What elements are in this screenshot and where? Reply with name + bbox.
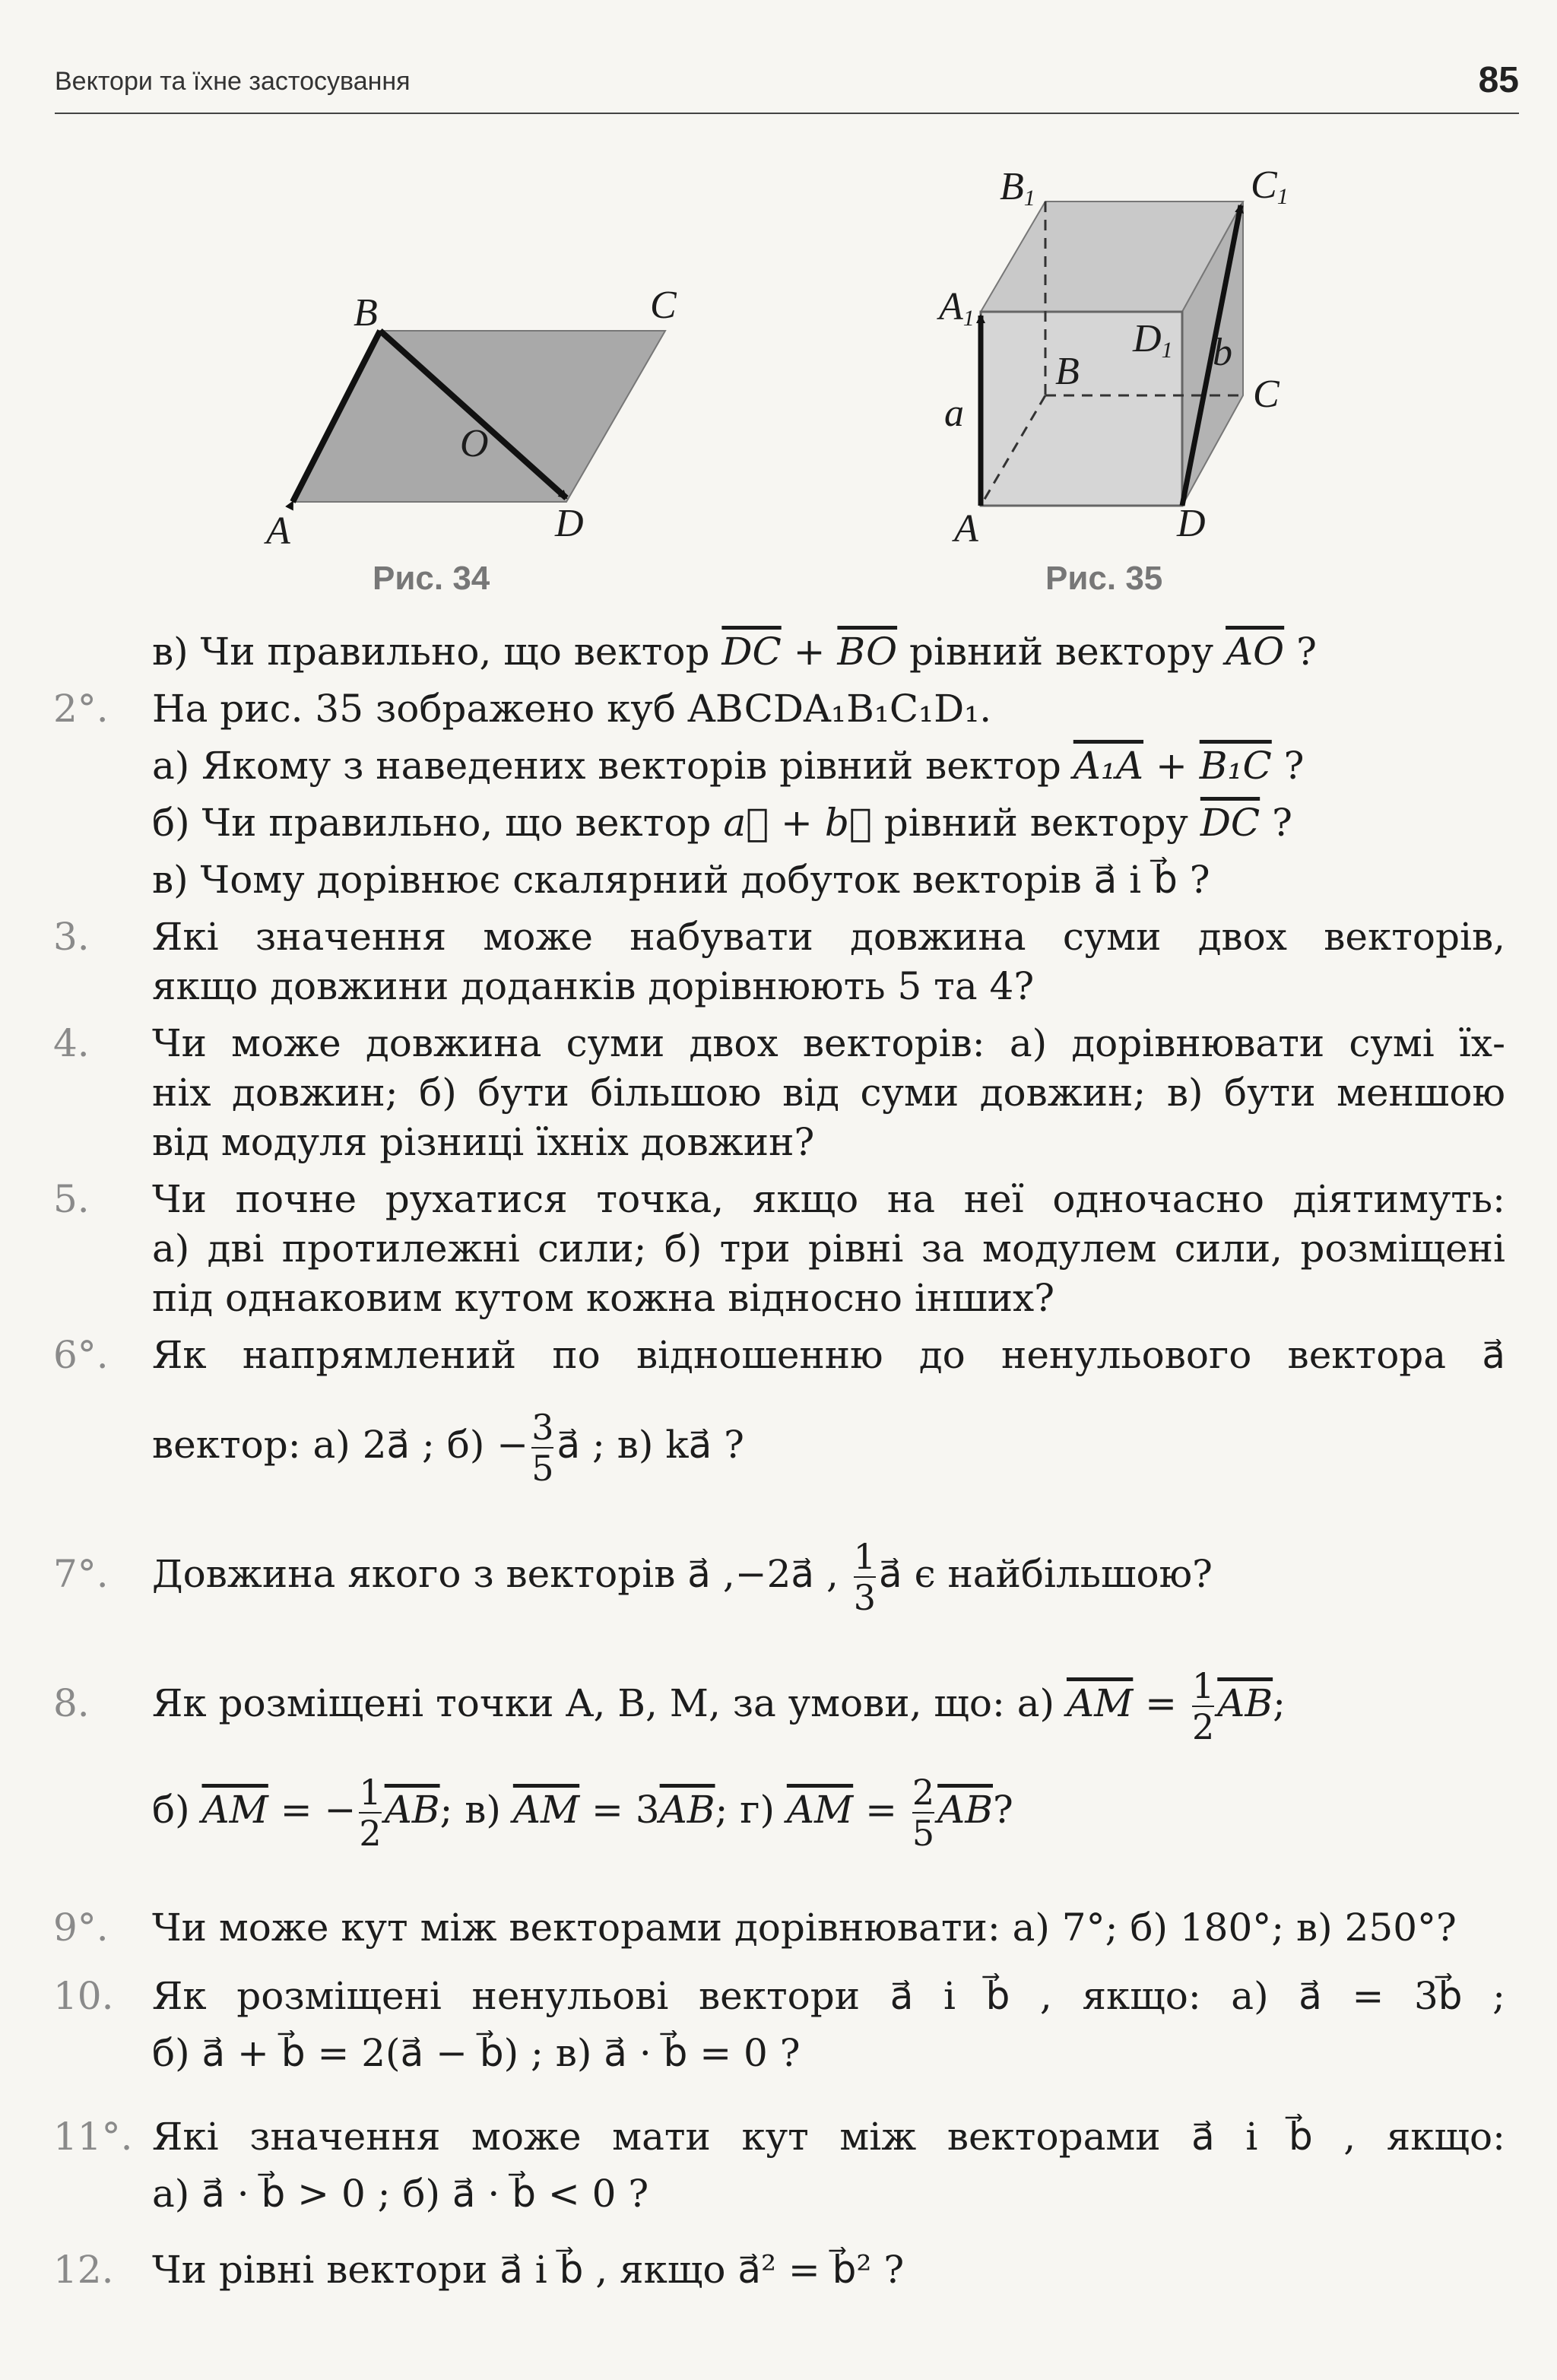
vector-A1A: A₁A — [1073, 744, 1144, 788]
problem-7: 7°. Довжина якого з векторів a⃗ ,−2a⃗ , $\frac{1}{3}$ a⃗ є найбільшою? — [0, 1532, 1557, 1616]
problem-2b: б) Чи правильно, що вектор a⃗ + b⃗ рівний вектору $\overline{DC}$ ? — [152, 801, 1292, 845]
problem-number: 11°. — [53, 2115, 133, 2159]
label-B1: B1 — [1000, 165, 1035, 211]
problem-10-cont: б) a⃗ + b⃗ = 2(a⃗ − b⃗) ; в) a⃗ · b⃗ = 0 ? — [152, 2031, 801, 2075]
label-D: D — [555, 502, 584, 545]
fraction-2-5: $\frac{2}{5}$ — [912, 1772, 935, 1854]
caption-fig35: Рис. 35 — [1045, 560, 1163, 597]
vector-DC: $\overline{DC}$ — [1200, 801, 1261, 845]
label-O: O — [460, 422, 489, 465]
problem-3-cont: якщо довжини доданків дорівнюють 5 та 4? — [152, 964, 1035, 1008]
problem-3: 3. Які значення може набувати довжина суми двох векторів, — [0, 910, 1557, 963]
label-A1: A1 — [939, 285, 975, 331]
caption-fig34: Рис. 34 — [373, 560, 490, 597]
vector-B1C: B₁C — [1199, 744, 1272, 788]
problem-number: 8. — [53, 1681, 90, 1725]
vector-DC: $\overline{DC}$ — [721, 630, 782, 674]
problem-2v: в) Чому дорівнює скалярний добуток векторів a⃗ і b⃗ ? — [152, 858, 1210, 902]
label-D1: D1 — [1133, 317, 1173, 363]
problem-number: 9°. — [53, 1906, 109, 1950]
problem-number: 4. — [53, 1021, 90, 1065]
problem-number: 10. — [53, 1974, 114, 2018]
vector-BO: $\overline{BO}$ — [837, 630, 898, 674]
label-vector-b: b — [1213, 331, 1232, 374]
problem-12: 12. Чи рівні вектори a⃗ і b⃗ , якщо a⃗² = b⃗² ? — [0, 2243, 1557, 2296]
label-A: A — [266, 509, 290, 553]
figure-35-cube — [937, 163, 1289, 597]
problem-9: 9°. Чи може кут між векторами дорівнювати: а) 7°; б) 180°; в) 250°? — [0, 1901, 1557, 1954]
problem-4: 4. Чи може довжина суми двох векторів: а) дорівнювати сумі їх- — [0, 1017, 1557, 1070]
problem-2: 2°. На рис. 35 зображено куб ABCDA₁B₁C₁D₁. — [0, 682, 1557, 735]
problem-number: 12. — [53, 2248, 114, 2292]
fraction-1-2: $\frac{1}{2}$ — [1191, 1665, 1215, 1747]
page-number: 85 — [1478, 60, 1519, 100]
figures — [0, 0, 1557, 608]
problem-5-cont2: під однаковим кутом кожна відносно інших? — [152, 1276, 1055, 1320]
problem-4-cont1: ніх довжин; б) бути більшою від суми довжин; в) бути меншою — [152, 1071, 1505, 1115]
label-B: B — [354, 291, 378, 335]
problem-5-cont1: а) дві протилежні сили; б) три рівні за модулем сили, розміщені — [152, 1226, 1505, 1271]
problem-2a: а) Якому з наведених векторів рівний вектор A₁A + B₁C ? — [152, 744, 1305, 788]
vector-AO: $\overline{AO}$ — [1226, 630, 1285, 674]
problem-6-cont: вектор: а) 2a⃗ ; б) − $\frac{3}{5}$ a⃗ ; в) ka⃗ ? — [152, 1407, 744, 1489]
fraction-3-5: $\frac{3}{5}$ — [531, 1407, 554, 1489]
label-D: D — [1177, 502, 1206, 545]
fraction-1-3: $\frac{1}{3}$ — [853, 1536, 877, 1618]
problem-5: 5. Чи почне рухатися точка, якщо на неї одночасно діятимуть: — [0, 1173, 1557, 1226]
problem-number: 7°. — [53, 1552, 109, 1596]
label-B: B — [1055, 350, 1080, 393]
problem-number: 3. — [53, 915, 90, 959]
label-vector-a: a — [944, 392, 964, 435]
problem-number: 6°. — [53, 1333, 109, 1377]
problem-10: 10. Як розміщені ненульові вектори a⃗ і b⃗ , якщо: а) a⃗ = 3b⃗ ; — [0, 1969, 1557, 2023]
problem-1v: в) Чи правильно, що вектор $\overline{DC} + \overline{BO}$ рівний вектору $\overline{AO}$ ? — [152, 630, 1317, 674]
label-C: C — [650, 284, 677, 327]
label-C1: C1 — [1251, 163, 1289, 209]
problem-4-cont2: від модуля різниці їхніх довжин? — [152, 1120, 815, 1164]
running-title: Вектори та їхне застосування — [55, 67, 411, 96]
label-A: A — [954, 507, 978, 551]
figure-34-parallelogram — [264, 284, 677, 597]
problem-number: 5. — [53, 1177, 90, 1221]
problem-6: 6°. Як напрямлений по відношенню до ненульового вектора a⃗ — [0, 1328, 1557, 1382]
fraction-1-2: $\frac{1}{2}$ — [359, 1772, 382, 1854]
problem-8-cont: б) $\overline{AM}$ = − $\frac{1}{2}$ $\overline{AB}$; в) $\overline{AM} = 3\overline{AB}$; г) $\overline{AM}$ = $\frac{2}{5}$ $\overline{AB}$? — [152, 1772, 1013, 1854]
problem-8: 8. Як розміщені точки A, B, M, за умови, що: а) $\overline{AM}$ = $\frac{1}{2}$ $\overline{AB}$; — [0, 1661, 1557, 1745]
problem-11-cont: а) a⃗ · b⃗ > 0 ; б) a⃗ · b⃗ < 0 ? — [152, 2172, 649, 2216]
problem-11: 11°. Які значення може мати кут між векторами a⃗ і b⃗ , якщо: — [0, 2110, 1557, 2163]
label-C: C — [1253, 373, 1280, 416]
problem-number: 2°. — [53, 687, 109, 731]
